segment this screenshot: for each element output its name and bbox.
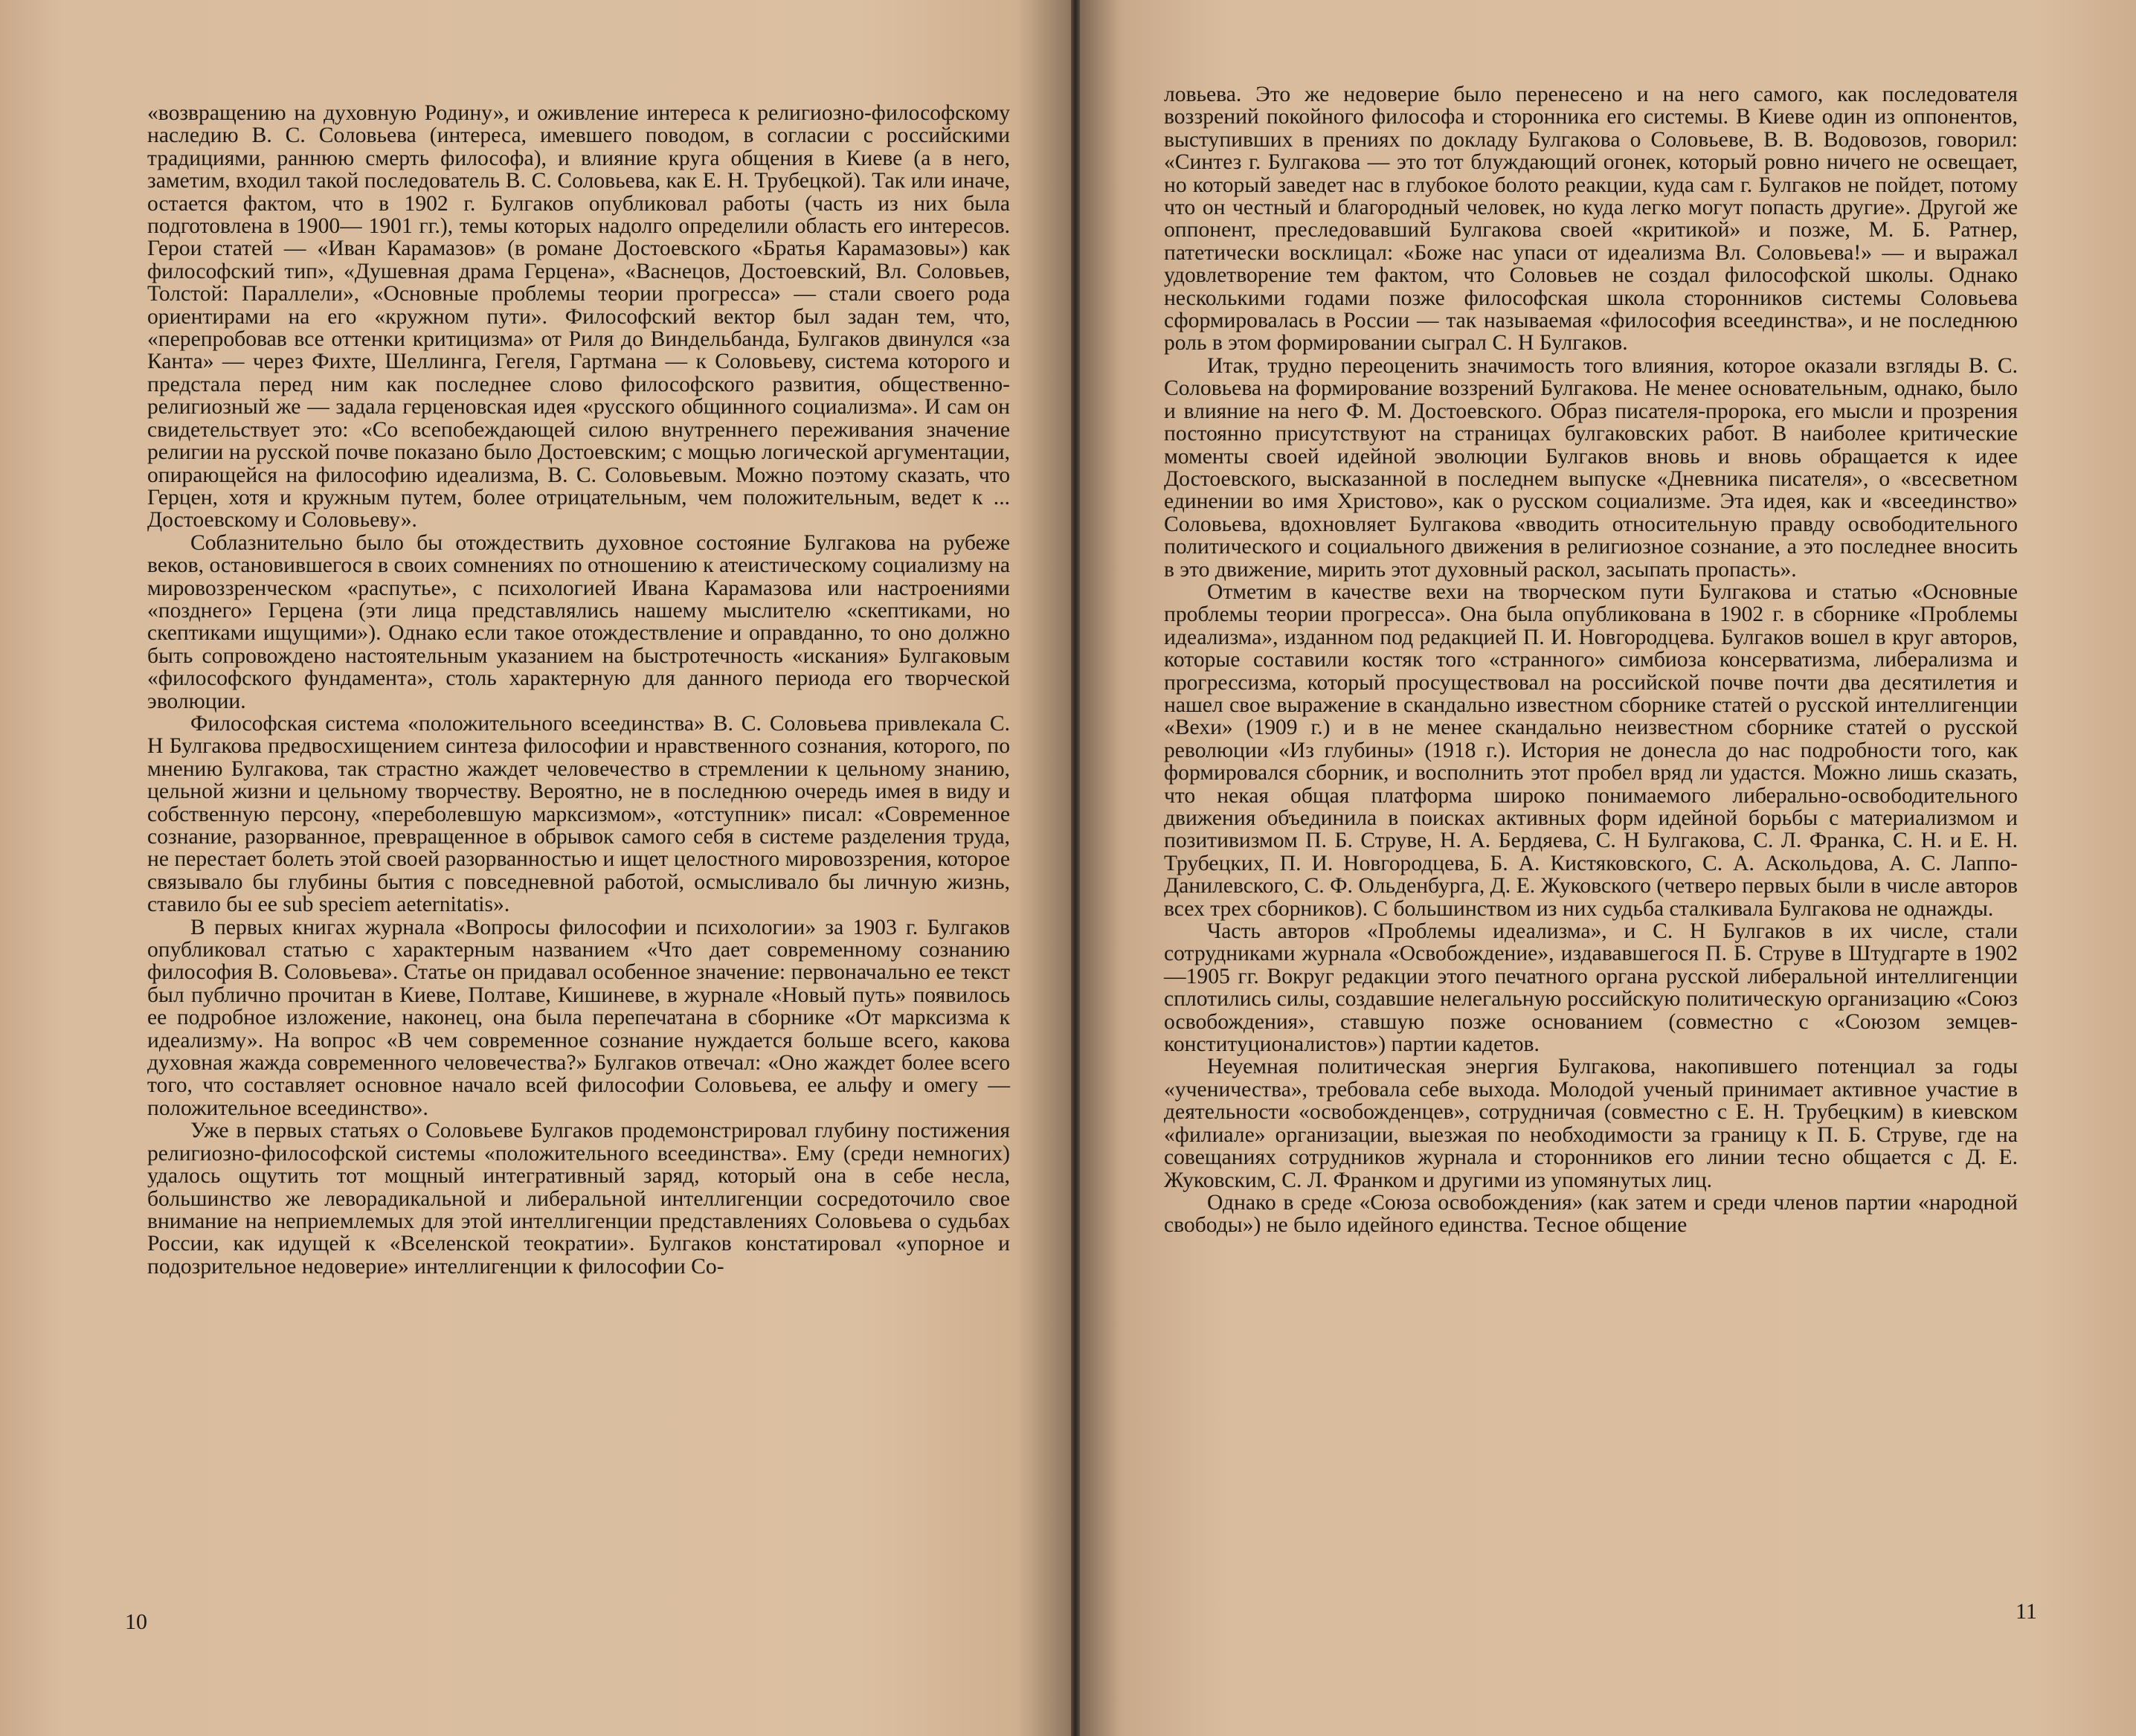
paragraph: Однако в среде «Союза освобождения» (как затем и среди членов партии «народной свободы») не было идейного единства. Тесное общение bbox=[1164, 1190, 2018, 1238]
paragraph: Отметим в качестве вехи на творческом пути Булгакова и статью «Основные проблемы теории прогресса». Она была опубликована в 1902 г. в сборнике «Проблемы идеализма», изданном под редакцией П. И. Новгородцева. Булгаков вошел в круг авторов, которые составили костяк того «странного» симбиоза консерватизма, либерализма и прогрессизма, который просуществовал на российской почве почти два десятилетия и нашел свое выражение в скандально известном сборнике статей о русской интеллигенции «Вехи» (1909 г.) и в не менее скандально неизвестном сборнике статей о русской революции «Из глубины» (1918 г.). История не донесла до нас подробности того, как формировался сборник, и восполнить этот пробел вряд ли удастся. Можно лишь сказать, что некая общая платформа широко понимаемого либерально-освободительного движения объединила в поисках активных форм идейной борьбы с материализмом и позитивизмом П. Б. Струве, Н. А. Бердяева, С. Н Булгакова, С. Л. Франка, С. Н. и Е. Н. Трубецких, П. И. Новгородцева, Б. А. Кистяковского, С. А. Аскольдова, А. С. Лаппо-Данилевского, С. Ф. Ольденбурга, Д. Е. Жуковского (четверо первых были в числе авторов всех трех сборников). С большинством из них судьба сталкивала Булгакова не однажды. bbox=[1164, 579, 2018, 921]
paragraph: Уже в первых статьях о Соловьеве Булгаков продемонстрировал глубину постижения религиозно-философской системы «положительного всеединства». Ему (среди немногих) удалось ощутить тот мощный интегративный заряд, который она в себе несла, большинство же леворадикальной и либеральной интеллигенции сосредоточило свое внимание на неприемлемых для этой интеллигенции представлениях Соловьева о судьбах России, как идущей к «Вселенской теократии». Булгаков констатировал «упорное и подозрительное недоверие» интеллигенции к философии Со- bbox=[147, 1119, 1010, 1279]
paragraph: ловьева. Это же недоверие было перенесено и на него самого, как последователя воззрений покойного философа и сторонника его системы. В Киеве один из оппонентов, выступивших в прениях по докладу Булгакова о Соловьеве, В. В. Водовозов, говорил: «Синтез г. Булгакова — это тот блуждающий огонек, который ровно ничего не освещает, но который заведет нас в глубокое болото реакции, куда сам г. Булгаков не пойдет, потому что он честный и благородный человек, но куда легко могут попасть другие». Другой же оппонент, преследовавший Булгакова своей «критикой» и позже, М. Б. Ратнер, патетически восклицал: «Боже нас упаси от идеализма Вл. Соловьева!» — и выражал удовлетворение тем фактом, что Соловьев не создал философской школы. Однако несколькими годами позже философская школа сторонников системы Соловьева сформировалась в России — так называемая «философия всеединства», и не последнюю роль в этом формировании сыграл С. Н Булгаков. bbox=[1164, 83, 2018, 356]
page-number: 11 bbox=[2016, 1599, 2037, 1624]
page-number: 10 bbox=[125, 1610, 147, 1634]
paragraph: Часть авторов «Проблемы идеализма», и С. Н Булгаков в их числе, стали сотрудниками журнала «Освобождение», издававшегося П. Б. Струве в Штудгарте в 1902—1905 гг. Вокруг редакции этого печатного органа русской либеральной интеллигенции сплотились силы, создавшие нелегальную российскую политическую организацию «Союз освобождения», ставшую позже основанием (совместно с «Союзом земцев-конституционалистов») партии кадетов. bbox=[1164, 919, 2018, 1057]
right-page-text bbox=[1164, 83, 2018, 1237]
right-page bbox=[1080, 0, 2136, 1736]
paragraph: Итак, трудно переоценить значимость того влияния, которое оказали взгляды В. С. Соловьева на формирование воззрений Булгакова. Не менее основательным, однако, было и влияние на него Ф. М. Достоевского. Образ писателя-пророка, его мысли и прозрения постоянно присутствуют на страницах булгаковских работ. В наиболее критические моменты своей идейной эволюции Булгаков вновь и вновь обращается к идее Достоевского, высказанной в последнем выпуске «Дневника писателя», о «всесветном единении во имя Христово», как о русском социализме. Эта идея, как и «всеединство» Соловьева, вдохновляет Булгакова «вводить относительную правду освободительного политического и социального движения в религиозное сознание, а это последнее вносить в это движение, мирить этот духовный раскол, засыпать пропасть». bbox=[1164, 353, 2018, 582]
left-page-text bbox=[147, 102, 1010, 1278]
paragraph: В первых книгах журнала «Вопросы философии и психологии» за 1903 г. Булгаков опубликовал статью с характерным названием «Что дает современному сознанию философия В. Соловьева». Статье он придавал особенное значение: первоначально ее текст был публично прочитан в Киеве, Полтаве, Кишиневе, в журнале «Новый путь» появилось ее подробное изложение, наконец, она была перепечатана в сборнике «От марксизма к идеализму». На вопрос «В чем современное сознание нуждается больше всего, какова духовная жажда современного человечества?» Булгаков отвечал: «Оно жаждет более всего того, что составляет основное начало всей философии Соловьева, ее альфу и омегу — положительное всеединство». bbox=[147, 915, 1010, 1120]
paragraph: Неуемная политическая энергия Булгакова, накопившего потенциал за годы «ученичества», требовала себе выхода. Молодой ученый принимает активное участие в деятельности «освобожденцев», сотрудничая (совместно с Е. Н. Трубецким) в киевском «филиале» организации, выезжая по необходимости за границу к П. Б. Струве, где на совещаниях сотрудников журнала и сторонников его линии тесно общается с Д. Е. Жуковским, С. Л. Франком и другими из упомянутых лиц. bbox=[1164, 1055, 2018, 1192]
paragraph: Философская система «положительного всеединства» В. С. Соловьева привлекала С. Н Булгакова предвосхищением синтеза философии и нравственного сознания, которого, по мнению Булгакова, так страстно жаждет человечество в стремлении к цельному знанию, цельной жизни и цельному творчеству. Вероятно, не в последнюю очередь имея в виду и собственную персону, «переболевшую марксизмом», «отступник» писал: «Современное сознание, разорванное, превращенное в обрывок самого себя в системе разделения труда, не перестает болеть этой своей разорванностью и ищет целостного мировоззрения, которое связывало бы глубины бытия с повседневной работой, осмысливало бы личную жизнь, ставило бы ее sub speciem aeternitatis». bbox=[147, 711, 1010, 917]
paragraph: Соблазнительно было бы отождествить духовное состояние Булгакова на рубеже веков, остановившегося в своих сомнениях по отношению к атеистическому социализму на мировоззренческом «распутье», с психологией Ивана Карамазова или настроениями «позднего» Герцена (эти лица представлялись нашему мыслителю «скептиками, но скептиками ищущими»). Однако если такое отождествление и оправданно, то оно должно быть сопровождено настоятельным указанием на быстротечность «искания» Булгаковым «философского фундамента», столь характерную для данного периода его творческой эволюции. bbox=[147, 530, 1010, 713]
book-gutter bbox=[1071, 0, 1080, 1736]
paragraph: «возвращению на духовную Родину», и оживление интереса к религиозно-философскому наследию В. С. Соловьева (интереса, имевшего поводом, в согласии с российскими традициями, раннюю смерть философа), и влияние круга общения в Киеве (а в него, заметим, входил такой последователь В. С. Соловьева, как Е. Н. Трубецкой). Так или иначе, остается фактом, что в 1902 г. Булгаков опубликовал работы (часть из них была подготовлена в 1900— 1901 гг.), темы которых надолго определили область его интересов. Герои статей — «Иван Карамазов» (в романе Достоевского «Братья Карамазовы») как философский тип», «Душевная драма Герцена», «Васнецов, Достоевский, Вл. Соловьев, Толстой: Параллели», «Основные проблемы теории прогресса» — стали своего рода ориентирами на его «кружном пути». Философский вектор был задан тем, что, «перепробовав все оттенки критицизма» от Риля до Виндельбанда, Булгаков двинулся «за Канта» — через Фихте, Шеллинга, Гегеля, Гартмана — к Соловьеву, система которого и предстала перед ним как последнее слово философского развития, общественно-религиозный же — задала герценовская идея «русского общинного социализма». И сам он свидетельствует это: «Со всепобеждающей силою внутреннего переживания значение религии на русской почве показано было Достоевским; с мощью логической аргументации, опирающейся на философию идеализма, В. С. Соловьевым. Можно поэтому сказать, что Герцен, хотя и кружным путем, более отрицательным, чем положительным, ведет к ... Достоевскому и Соловьеву». bbox=[147, 101, 1010, 533]
